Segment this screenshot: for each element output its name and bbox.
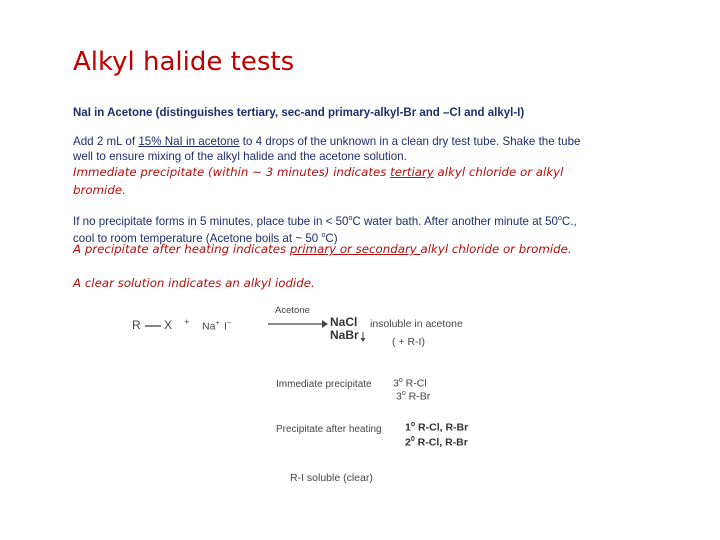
ps-words: primary or secondary bbox=[289, 242, 421, 256]
tert-cl-text: R-Cl bbox=[402, 377, 427, 390]
prim-deg: o bbox=[410, 421, 416, 428]
tert-cl-deg: o bbox=[398, 377, 403, 384]
secondary-halides bbox=[405, 436, 468, 449]
prim-text: R-Cl, R-Br bbox=[415, 421, 469, 434]
sec-deg: 0 bbox=[410, 436, 415, 443]
iodide-soluble-label: R-I soluble (clear) bbox=[290, 472, 373, 484]
procedure-text-post: to 4 drops of the unknown in a clean dry test tube. Shake the tube well to ensure mixing of the alkyl halide and the acetone solution. bbox=[73, 135, 581, 163]
tertiary-note-post: alkyl chloride or alkyl bromide. bbox=[73, 165, 564, 197]
reaction-scheme bbox=[120, 300, 500, 500]
rx-na bbox=[202, 320, 220, 333]
degree-sup-3: o bbox=[321, 232, 326, 240]
heating-text-2: C water bath. After another minute at 50 bbox=[352, 214, 559, 228]
i-label: I bbox=[224, 320, 227, 333]
rx-x: X bbox=[164, 318, 173, 332]
na-label: Na bbox=[202, 320, 216, 333]
sec-num: 2 bbox=[405, 436, 411, 449]
primary-secondary-note bbox=[73, 240, 583, 258]
solvent-label: Acetone bbox=[275, 305, 310, 316]
down-arrow-icon bbox=[360, 332, 366, 342]
primary-halides bbox=[405, 421, 468, 434]
heating-text-1: If no precipitate forms in 5 minutes, place tube in < 50 bbox=[73, 214, 349, 228]
reaction-arrow bbox=[268, 319, 328, 329]
procedure-paragraph bbox=[73, 135, 593, 164]
insoluble-label: insoluble in acetone bbox=[370, 318, 463, 330]
reagent-link[interactable]: 15% NaI in acetone bbox=[138, 135, 240, 148]
immediate-precipitate-label: Immediate precipitate bbox=[276, 379, 372, 390]
ps-note-pre: A precipitate after heating indicates bbox=[73, 242, 290, 256]
rx-r: R bbox=[132, 318, 141, 332]
na-charge: + bbox=[215, 320, 220, 327]
prim-num: 1 bbox=[405, 421, 411, 434]
tert-cl-num: 3 bbox=[393, 377, 399, 390]
subtitle: NaI in Acetone (distinguishes tertiary, sec-and primary-alkyl-Br and –Cl and alkyl-I) bbox=[73, 107, 525, 119]
tertiary-note bbox=[73, 163, 583, 199]
product-nacl: NaCl bbox=[330, 315, 358, 329]
tertiary-bromide bbox=[396, 390, 430, 403]
i-charge: − bbox=[226, 320, 232, 327]
rx-plus: + bbox=[184, 317, 190, 328]
degree-sup-1: o bbox=[348, 215, 353, 222]
degree-sup-2: o bbox=[558, 215, 562, 222]
bond-line bbox=[145, 324, 161, 328]
procedure-text-pre: Add 2 mL of bbox=[73, 135, 139, 148]
tert-br-num: 3 bbox=[396, 390, 402, 403]
product-nabr: NaBr bbox=[330, 328, 359, 342]
sec-text: R-Cl, R-Br bbox=[414, 436, 468, 449]
tertiary-note-pre: Immediate precipitate (within ~ 3 minutes) indicates bbox=[73, 165, 391, 179]
rx-i bbox=[224, 320, 231, 333]
tertiary-chloride bbox=[393, 377, 427, 390]
tertiary-word: tertiary bbox=[390, 165, 434, 179]
plus-ri-label: ( + R-I) bbox=[392, 336, 425, 348]
heating-precipitate-label: Precipitate after heating bbox=[276, 424, 382, 435]
ps-note-post: alkyl chloride or bromide. bbox=[420, 242, 572, 256]
tert-br-deg: o bbox=[401, 390, 406, 397]
heating-text-3: C., cool to room temperature (Acetone boils at ~ 50 bbox=[73, 214, 577, 246]
iodide-note: A clear solution indicates an alkyl iodide. bbox=[73, 276, 315, 290]
heating-text-4: C) bbox=[325, 232, 338, 246]
page-title: Alkyl halide tests bbox=[73, 47, 295, 77]
tert-br-text: R-Br bbox=[405, 390, 431, 403]
